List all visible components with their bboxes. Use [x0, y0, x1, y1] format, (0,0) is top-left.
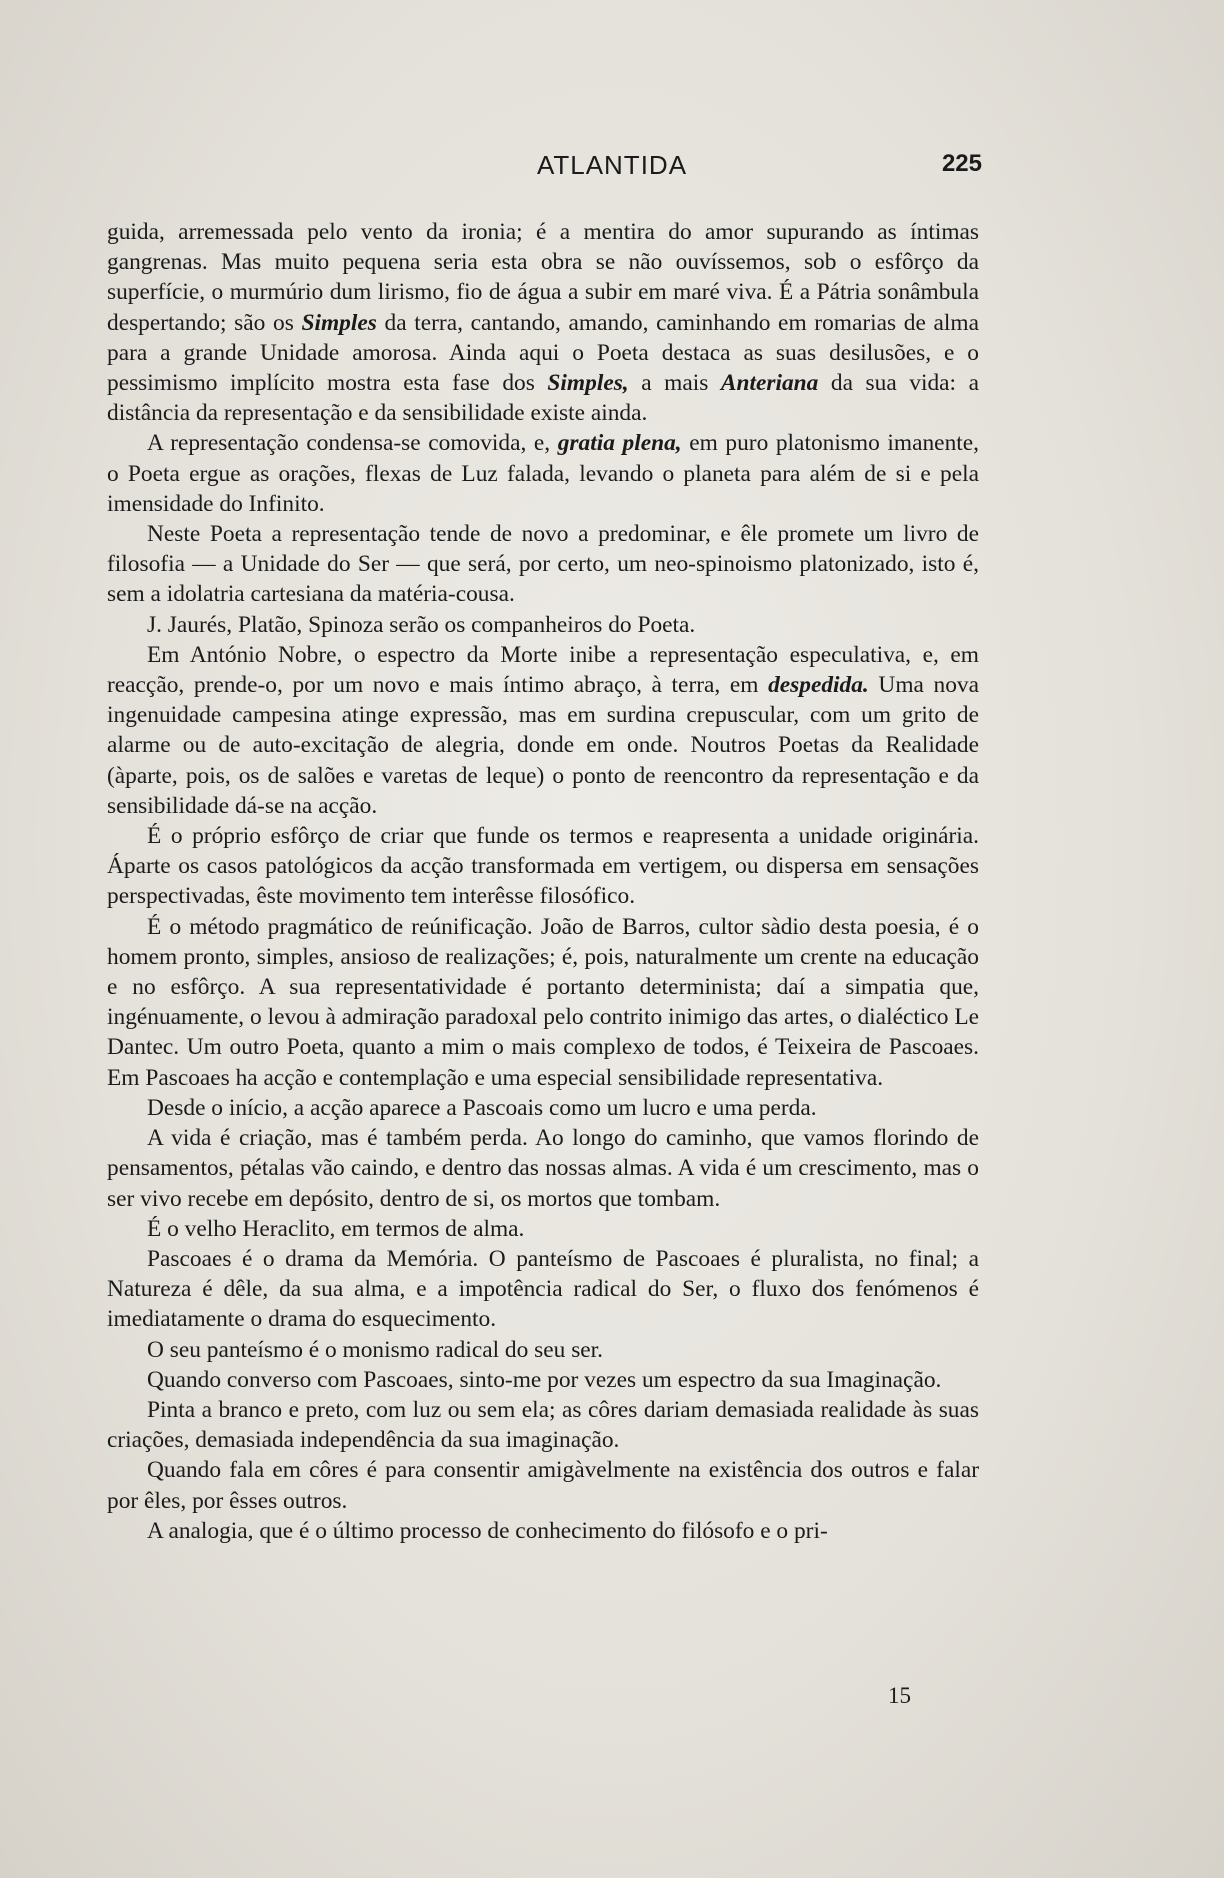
italic-run: gratia plena,	[557, 430, 682, 457]
page-number: 225	[941, 150, 982, 177]
text-run: a mais	[628, 370, 721, 397]
paragraph	[107, 1244, 979, 1335]
page-header	[0, 150, 1224, 190]
text-run: É o velho Heraclito, em termos de alma.	[147, 1215, 525, 1242]
paragraph	[107, 1214, 979, 1244]
running-title: ATLANTIDA	[536, 150, 688, 180]
text-run: A analogia, que é o último processo de conhecimento do filósofo e o pri-	[147, 1517, 828, 1544]
paragraph	[107, 1335, 979, 1365]
paragraph	[107, 1093, 979, 1123]
text-run: guida, arremessada pelo vento da ironia; é a mentira do amor supurando as íntimas gangrenas. Mas muito pequena seria esta obra se não ouvíssemos, sob o esfôrço da superfície, o murmúrio dum lirismo, fio de água a subir em maré viva. É a Pátria sonâmbula despertando; são os	[107, 219, 979, 336]
paragraph	[107, 217, 979, 428]
paragraph	[107, 519, 979, 610]
text-run: A representação condensa-se comovida, e,	[147, 430, 558, 457]
italic-run: Simples	[301, 309, 377, 336]
text-run: O seu panteísmo é o monismo radical do seu ser.	[147, 1336, 604, 1363]
text-run: Pinta a branco e preto, com luz ou sem ela; as côres dariam demasiada realidade às suas criações, demasiada independência da sua imaginação.	[107, 1396, 979, 1454]
text-run: É o próprio esfôrço de criar que funde os termos e reapresenta a unidade originária. Áparte os casos patológicos da acção transformada em vertigem, ou dispersa em sensações perspectivadas, êste movimento tem interêsse filosófico.	[107, 823, 979, 910]
text-run: da terra, cantando, amando, caminhando em romarias de alma para a grande Unidade amorosa. Ainda aqui o Poeta destaca as suas desilusões, e o pessimismo implícito mostra esta fase dos	[107, 309, 979, 397]
text-run: É o método pragmático de reúnificação. João de Barros, cultor sàdio desta poesia, é o homem pronto, simples, ansioso de realizações; é, pois, naturalmente um crente na educação e no esfôrço. A sua representatividade é portanto determinista; daí a simpatia que, ingénuamente, o levou à admiração paradoxal pelo contrito inimigo das artes, o dialéctico Le Dantec. Um outro Poeta, quanto a mim o mais complexo de todos, é Teixeira de Pascoaes. Em Pascoaes ha acção e contemplação e uma especial sensibilidade representativa.	[107, 913, 979, 1091]
paragraph	[107, 912, 979, 1093]
paragraph	[107, 640, 979, 821]
paragraph	[107, 821, 979, 912]
italic-run: despedida.	[768, 672, 869, 699]
text-run: da sua vida: a distância da representação e da sensibilidade existe ainda.	[107, 370, 979, 427]
paragraph	[107, 1516, 979, 1546]
text-run: J. Jaurés, Platão, Spinoza serão os companheiros do Poeta.	[147, 611, 696, 638]
body-text	[107, 217, 979, 1546]
text-run: A vida é criação, mas é também perda. Ao longo do caminho, que vamos florindo de pensamentos, pétalas vão caindo, e dentro das nossas almas. A vida é um crescimento, mas o ser vivo recebe em depósito, dentro de si, os mortos que tombam.	[107, 1125, 979, 1212]
paragraph	[107, 1123, 979, 1214]
text-run: em puro platonismo imanente, o Poeta ergue as orações, flexas de Luz falada, levando o planeta para além de si e pela imensidade do Infinito.	[107, 430, 979, 517]
paragraph	[107, 610, 979, 640]
text-run: Quando converso com Pascoaes, sinto-me por vezes um espectro da sua Imaginação.	[147, 1366, 942, 1393]
paragraph	[107, 1395, 979, 1455]
text-run: Uma nova ingenuidade campesina atinge expressão, mas em surdina crepuscular, com um grito de alarme ou de auto-excitação de alegria, donde em onde. Noutros Poetas da Realidade (àparte, pois, os de salões e varetas de leque) o ponto de reencontro da representação e da sensibilidade dá-se na acção.	[107, 672, 979, 819]
text-run: Em António Nobre, o espectro da Morte inibe a representação especulativa, e, em reacção, prende-o, por um novo e mais íntimo abraço, à terra, em	[107, 641, 979, 699]
italic-run: Simples,	[547, 370, 629, 397]
paragraph	[107, 1365, 979, 1395]
text-run: Quando fala em côres é para consentir amigàvelmente na existência dos outros e falar por êles, por êsses outros.	[107, 1457, 979, 1514]
text-run: Desde o início, a acção aparece a Pascoais como um lucro e uma perda.	[147, 1094, 817, 1121]
paragraph	[107, 1455, 979, 1515]
paragraph	[107, 428, 979, 519]
text-run: Neste Poeta a representação tende de novo a predominar, e êle promete um livro de filosofia — a Unidade do Ser — que será, por certo, um neo-spinoismo platonizado, isto é, sem a idolatria cartesiana da matéria-cousa.	[107, 521, 979, 608]
text-run: Pascoaes é o drama da Memória. O panteísmo de Pascoaes é pluralista, no final; a Natureza é dêle, da sua alma, e a impotência radical do Ser, o fluxo dos fenómenos é imediatamente o drama do esquecimento.	[107, 1245, 979, 1333]
signature-mark: 15	[888, 1683, 911, 1708]
italic-run: Anteriana	[720, 370, 819, 397]
